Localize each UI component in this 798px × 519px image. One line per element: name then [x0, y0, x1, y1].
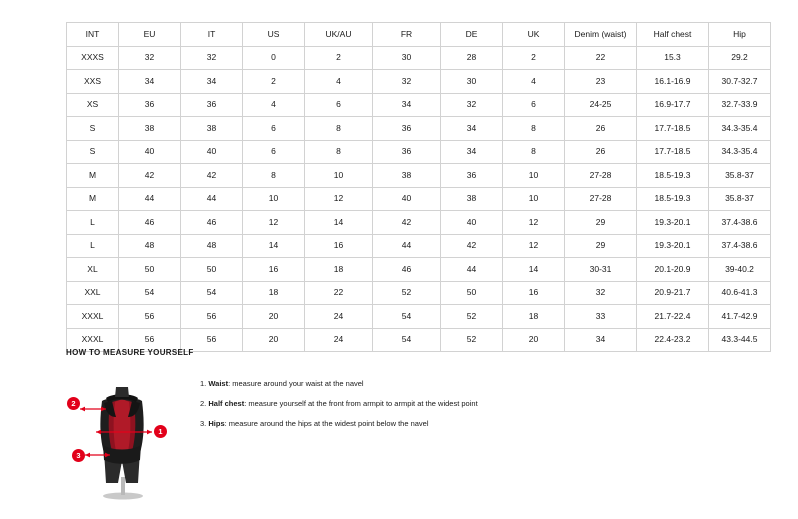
instruction-label-waist: Waist	[208, 379, 229, 388]
cell-half-chest: 18.5-19.3	[637, 187, 709, 211]
cell-de: 38	[441, 187, 503, 211]
cell-hip: 35.8-37	[709, 164, 771, 188]
cell-int: L	[67, 211, 119, 235]
instruction-number-2: 2.	[200, 399, 207, 408]
cell-uk-au: 2	[305, 46, 373, 70]
cell-denim-waist: 29	[565, 234, 637, 258]
cell-it: 56	[181, 305, 243, 329]
measure-instruction-hips	[200, 419, 478, 428]
cell-it: 34	[181, 70, 243, 94]
cell-eu: 36	[119, 93, 181, 117]
cell-us: 4	[243, 93, 305, 117]
cell-eu: 46	[119, 211, 181, 235]
cell-hip: 34.3-35.4	[709, 117, 771, 141]
column-header-de: DE	[441, 23, 503, 47]
instruction-text-hips: : measure around the hips at the widest point below the navel	[224, 419, 429, 428]
table-row	[67, 187, 771, 211]
cell-eu: 44	[119, 187, 181, 211]
cell-denim-waist: 32	[565, 281, 637, 305]
cell-denim-waist: 22	[565, 46, 637, 70]
cell-uk: 16	[503, 281, 565, 305]
cell-uk: 18	[503, 305, 565, 329]
cell-uk-au: 14	[305, 211, 373, 235]
cell-us: 16	[243, 258, 305, 282]
cell-uk-au: 24	[305, 305, 373, 329]
marker-3-hips: 3	[72, 449, 85, 462]
cell-uk-au: 24	[305, 328, 373, 352]
cell-denim-waist: 26	[565, 117, 637, 141]
instruction-label-hips: Hips	[208, 419, 225, 428]
cell-int: XXL	[67, 281, 119, 305]
table-row	[67, 211, 771, 235]
cell-half-chest: 17.7-18.5	[637, 117, 709, 141]
cell-denim-waist: 27-28	[565, 187, 637, 211]
cell-int: XXS	[67, 70, 119, 94]
cell-hip: 37.4-38.6	[709, 234, 771, 258]
cell-uk: 12	[503, 211, 565, 235]
cell-uk: 10	[503, 187, 565, 211]
cell-eu: 48	[119, 234, 181, 258]
cell-hip: 41.7-42.9	[709, 305, 771, 329]
how-to-measure-body	[66, 365, 766, 500]
cell-hip: 34.3-35.4	[709, 140, 771, 164]
cell-denim-waist: 26	[565, 140, 637, 164]
cell-int: XXXS	[67, 46, 119, 70]
cell-eu: 32	[119, 46, 181, 70]
cell-fr: 46	[373, 258, 441, 282]
instruction-text-waist: : measure around your waist at the navel	[228, 379, 364, 388]
cell-it: 44	[181, 187, 243, 211]
column-header-it: IT	[181, 23, 243, 47]
cell-uk-au: 4	[305, 70, 373, 94]
cell-denim-waist: 29	[565, 211, 637, 235]
cell-hip: 43.3-44.5	[709, 328, 771, 352]
cell-int: S	[67, 140, 119, 164]
column-header-half-chest: Half chest	[637, 23, 709, 47]
table-row	[67, 258, 771, 282]
cell-uk: 14	[503, 258, 565, 282]
cell-uk: 8	[503, 117, 565, 141]
cell-half-chest: 20.1-20.9	[637, 258, 709, 282]
cell-de: 32	[441, 93, 503, 117]
cell-eu: 54	[119, 281, 181, 305]
cell-uk: 20	[503, 328, 565, 352]
cell-us: 20	[243, 305, 305, 329]
column-header-us: US	[243, 23, 305, 47]
column-header-int: INT	[67, 23, 119, 47]
cell-uk-au: 16	[305, 234, 373, 258]
cell-int: XL	[67, 258, 119, 282]
cell-us: 6	[243, 117, 305, 141]
cell-eu: 34	[119, 70, 181, 94]
cell-fr: 52	[373, 281, 441, 305]
cell-int: M	[67, 164, 119, 188]
cell-eu: 42	[119, 164, 181, 188]
cell-us: 2	[243, 70, 305, 94]
cell-half-chest: 16.9-17.7	[637, 93, 709, 117]
cell-half-chest: 16.1-16.9	[637, 70, 709, 94]
cell-de: 40	[441, 211, 503, 235]
cell-uk-au: 6	[305, 93, 373, 117]
table-row	[67, 281, 771, 305]
mannequin-illustration	[66, 365, 176, 500]
cell-uk: 4	[503, 70, 565, 94]
cell-uk: 6	[503, 93, 565, 117]
cell-hip: 35.8-37	[709, 187, 771, 211]
column-header-uk: UK	[503, 23, 565, 47]
cell-de: 34	[441, 117, 503, 141]
cell-denim-waist: 34	[565, 328, 637, 352]
cell-half-chest: 19.3-20.1	[637, 211, 709, 235]
cell-hip: 39-40.2	[709, 258, 771, 282]
cell-us: 20	[243, 328, 305, 352]
cell-fr: 30	[373, 46, 441, 70]
cell-uk: 8	[503, 140, 565, 164]
cell-eu: 40	[119, 140, 181, 164]
cell-uk-au: 18	[305, 258, 373, 282]
cell-us: 12	[243, 211, 305, 235]
cell-it: 56	[181, 328, 243, 352]
how-to-measure-section	[66, 348, 766, 500]
table-row	[67, 117, 771, 141]
cell-fr: 40	[373, 187, 441, 211]
how-to-measure-title: HOW TO MEASURE YOURSELF	[66, 348, 194, 357]
cell-int: L	[67, 234, 119, 258]
column-header-eu: EU	[119, 23, 181, 47]
cell-de: 52	[441, 305, 503, 329]
cell-uk-au: 8	[305, 117, 373, 141]
cell-us: 18	[243, 281, 305, 305]
column-header-denim-waist: Denim (waist)	[565, 23, 637, 47]
cell-uk: 10	[503, 164, 565, 188]
cell-int: M	[67, 187, 119, 211]
cell-us: 14	[243, 234, 305, 258]
cell-half-chest: 17.7-18.5	[637, 140, 709, 164]
measure-instructions-list	[200, 365, 478, 439]
cell-fr: 36	[373, 140, 441, 164]
cell-denim-waist: 27-28	[565, 164, 637, 188]
cell-eu: 38	[119, 117, 181, 141]
marker-2-half-chest: 2	[67, 397, 80, 410]
cell-us: 8	[243, 164, 305, 188]
cell-fr: 54	[373, 305, 441, 329]
cell-it: 46	[181, 211, 243, 235]
cell-half-chest: 15.3	[637, 46, 709, 70]
cell-de: 30	[441, 70, 503, 94]
cell-int: S	[67, 117, 119, 141]
cell-int: XXXL	[67, 305, 119, 329]
cell-fr: 54	[373, 328, 441, 352]
column-header-fr: FR	[373, 23, 441, 47]
cell-uk-au: 8	[305, 140, 373, 164]
cell-de: 36	[441, 164, 503, 188]
cell-half-chest: 18.5-19.3	[637, 164, 709, 188]
table-row	[67, 46, 771, 70]
cell-de: 28	[441, 46, 503, 70]
cell-it: 40	[181, 140, 243, 164]
table-row	[67, 164, 771, 188]
cell-denim-waist: 33	[565, 305, 637, 329]
measure-instruction-half-chest	[200, 399, 478, 408]
table-row	[67, 70, 771, 94]
measure-instruction-waist	[200, 379, 478, 388]
cell-uk: 2	[503, 46, 565, 70]
cell-hip: 32.7-33.9	[709, 93, 771, 117]
size-chart-table	[66, 22, 771, 352]
cell-hip: 37.4-38.6	[709, 211, 771, 235]
cell-uk: 12	[503, 234, 565, 258]
cell-it: 32	[181, 46, 243, 70]
cell-uk-au: 22	[305, 281, 373, 305]
table-row	[67, 305, 771, 329]
cell-eu: 56	[119, 305, 181, 329]
cell-it: 48	[181, 234, 243, 258]
cell-half-chest: 22.4-23.2	[637, 328, 709, 352]
cell-it: 36	[181, 93, 243, 117]
cell-us: 10	[243, 187, 305, 211]
cell-fr: 42	[373, 211, 441, 235]
cell-int: XXXL	[67, 328, 119, 352]
cell-de: 50	[441, 281, 503, 305]
cell-de: 52	[441, 328, 503, 352]
table-header-row	[67, 23, 771, 47]
cell-de: 34	[441, 140, 503, 164]
cell-hip: 29.2	[709, 46, 771, 70]
cell-de: 44	[441, 258, 503, 282]
instruction-label-half-chest: Half chest	[208, 399, 245, 408]
column-header-hip: Hip	[709, 23, 771, 47]
cell-fr: 32	[373, 70, 441, 94]
cell-half-chest: 20.9-21.7	[637, 281, 709, 305]
cell-fr: 44	[373, 234, 441, 258]
cell-half-chest: 21.7-22.4	[637, 305, 709, 329]
cell-eu: 50	[119, 258, 181, 282]
cell-int: XS	[67, 93, 119, 117]
cell-it: 38	[181, 117, 243, 141]
table-row	[67, 93, 771, 117]
marker-1-waist: 1	[154, 425, 167, 438]
cell-uk-au: 12	[305, 187, 373, 211]
cell-fr: 36	[373, 117, 441, 141]
instruction-number-3: 3.	[200, 419, 207, 428]
cell-denim-waist: 23	[565, 70, 637, 94]
size-chart-container	[66, 22, 758, 352]
cell-denim-waist: 24-25	[565, 93, 637, 117]
cell-it: 54	[181, 281, 243, 305]
instruction-number-1: 1.	[200, 379, 207, 388]
cell-eu: 56	[119, 328, 181, 352]
cell-hip: 40.6-41.3	[709, 281, 771, 305]
cell-half-chest: 19.3-20.1	[637, 234, 709, 258]
cell-us: 6	[243, 140, 305, 164]
cell-it: 42	[181, 164, 243, 188]
cell-de: 42	[441, 234, 503, 258]
cell-uk-au: 10	[305, 164, 373, 188]
cell-hip: 30.7-32.7	[709, 70, 771, 94]
table-row	[67, 234, 771, 258]
column-header-uk-au: UK/AU	[305, 23, 373, 47]
cell-denim-waist: 30-31	[565, 258, 637, 282]
cell-fr: 34	[373, 93, 441, 117]
table-row	[67, 140, 771, 164]
instruction-text-half-chest: : measure yourself at the front from armpit to armpit at the widest point	[244, 399, 478, 408]
cell-us: 0	[243, 46, 305, 70]
cell-it: 50	[181, 258, 243, 282]
cell-fr: 38	[373, 164, 441, 188]
